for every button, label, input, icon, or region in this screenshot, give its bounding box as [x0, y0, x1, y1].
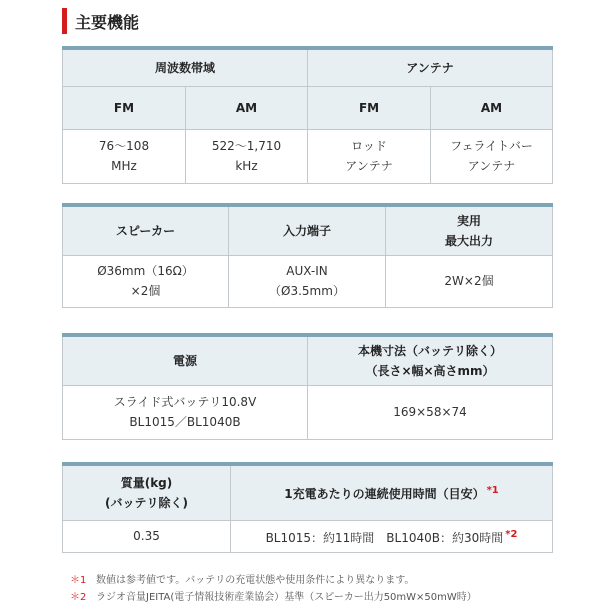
- subheader-antenna-fm: FM: [308, 86, 431, 129]
- header-weight-line2: (バッテリ除く): [105, 495, 188, 510]
- speaker-input-output-table: [62, 203, 553, 308]
- am-antenna-label: アンテナ: [467, 159, 516, 173]
- fm-antenna-cell: [308, 129, 431, 183]
- weight-runtime-table: [62, 462, 553, 553]
- footnotes: [70, 572, 477, 606]
- power-dimensions-table: [62, 333, 553, 440]
- header-antenna: アンテナ: [308, 48, 553, 86]
- speaker-count: ×2個: [130, 284, 161, 298]
- speaker-cell: [63, 255, 229, 307]
- am-range-unit: kHz: [235, 159, 258, 173]
- speaker-spec: Ø36mm（16Ω）: [97, 264, 194, 278]
- heading-accent-bar: [62, 8, 67, 34]
- header-weight: [63, 464, 231, 520]
- header-weight-line1: 質量(kg): [120, 475, 173, 490]
- footnote-2: [70, 589, 477, 606]
- footnote-marker-1: *1: [486, 485, 499, 497]
- fm-range-cell: [63, 129, 186, 183]
- subheader-am: AM: [186, 86, 308, 129]
- footnote-marker-2: *2: [505, 528, 518, 540]
- input-size: （Ø3.5mm）: [269, 284, 345, 298]
- subheader-fm: FM: [63, 86, 186, 129]
- footnote-1-text: 数値は参考値です。バッテリの充電状態や使用条件により異なります。: [96, 575, 415, 586]
- header-dimensions-line2: （長さ×幅×高さmm）: [365, 363, 495, 378]
- fm-range-value: 76～108: [98, 139, 150, 153]
- header-runtime-label: 1充電あたりの連続使用時間（目安）: [284, 487, 485, 502]
- page-title: 主要機能: [75, 12, 140, 32]
- header-input-terminal: 入力端子: [229, 205, 386, 255]
- header-max-output-line2: 最大出力: [444, 233, 493, 248]
- power-cell: [63, 385, 308, 439]
- footnote-1-mark: ＊1: [70, 575, 87, 586]
- power-battery-type: スライド式バッテリ10.8V: [113, 395, 257, 409]
- am-range-cell: [186, 129, 308, 183]
- header-power-source: 電源: [63, 335, 308, 385]
- footnote-2-mark: ＊2: [70, 592, 87, 603]
- header-max-output: [386, 205, 553, 255]
- footnote-2-text: ラジオ音量JEITA(電子情報技術産業協会）基準（スピーカー出力50mW×50mW時）: [96, 592, 477, 603]
- header-dimensions: [308, 335, 553, 385]
- subheader-antenna-am: AM: [431, 86, 553, 129]
- output-cell: 2W×2個: [386, 255, 553, 307]
- runtime-cell: [231, 520, 553, 552]
- frequency-antenna-table: [62, 46, 553, 184]
- dimensions-cell: 169×58×74: [308, 385, 553, 439]
- footnote-1: [70, 572, 477, 589]
- fm-range-unit: MHz: [111, 159, 137, 173]
- header-max-output-line1: 実用: [456, 213, 481, 228]
- weight-cell: 0.35: [63, 520, 231, 552]
- header-frequency-band: 周波数帯域: [63, 48, 308, 86]
- header-speaker: スピーカー: [63, 205, 229, 255]
- runtime-value: BL1015：約11時間 BL1040B：約30時間: [265, 530, 504, 545]
- fm-antenna-type: ロッド: [351, 139, 387, 153]
- am-antenna-type: フェライトバー: [450, 139, 533, 153]
- header-runtime: [231, 464, 553, 520]
- fm-antenna-label: アンテナ: [345, 159, 393, 173]
- am-antenna-cell: [431, 129, 553, 183]
- input-cell: [229, 255, 386, 307]
- section-heading: [62, 8, 139, 34]
- am-range-value: 522～1,710: [211, 139, 282, 153]
- power-battery-models: BL1015／BL1040B: [129, 415, 241, 429]
- input-type: AUX-IN: [286, 264, 328, 278]
- header-dimensions-line1: 本機寸法（バッテリ除く）: [357, 343, 502, 358]
